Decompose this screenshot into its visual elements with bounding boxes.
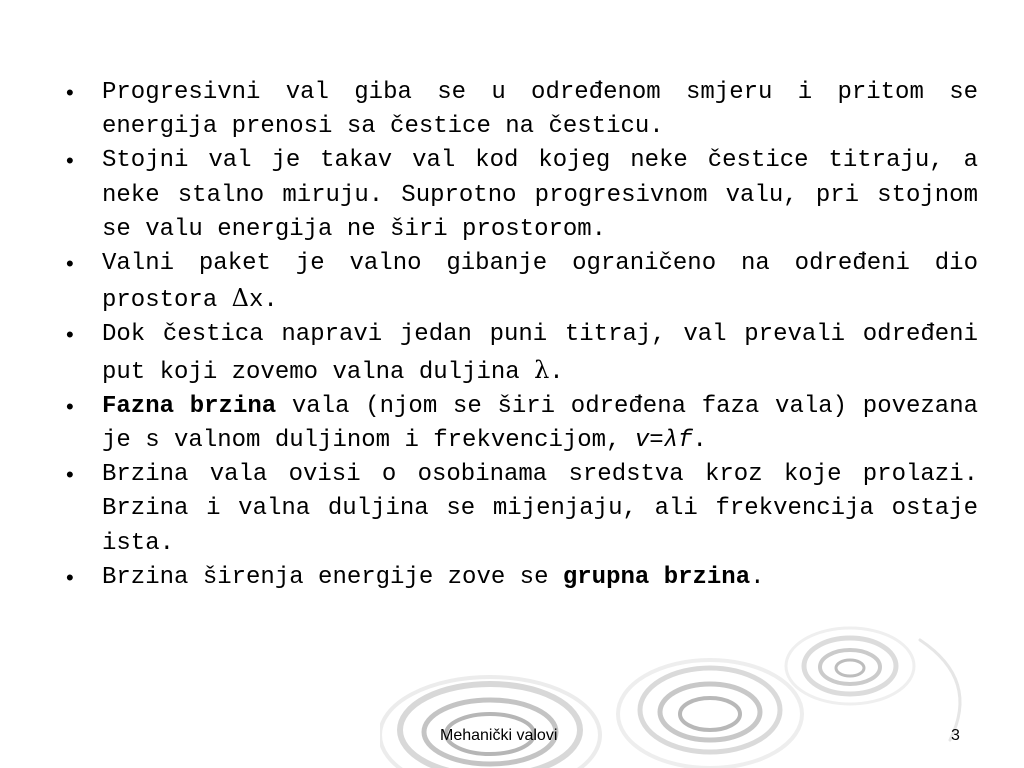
bullet-text: Progresivni val giba se u određenom smjeru i pritom se energija prenosi sa čestice na česticu.	[102, 79, 978, 141]
bullet-icon: •	[66, 148, 74, 174]
delta-symbol: Δ	[231, 284, 249, 313]
formula: v=λf	[634, 427, 693, 455]
bullet-text-end: .	[549, 358, 564, 386]
lambda-symbol: λ	[534, 355, 550, 384]
bullet-icon: •	[66, 564, 74, 590]
bullet-item	[66, 144, 978, 247]
footer-title: Mehanički valovi	[440, 727, 558, 744]
bullet-item	[66, 76, 978, 144]
bullet-text: Valni paket je valno gibanje ograničeno na određeni dio prostora	[102, 250, 978, 315]
bullet-icon: •	[66, 393, 74, 419]
bullet-item	[66, 561, 978, 595]
bullet-icon: •	[66, 322, 74, 348]
bullet-icon: •	[66, 462, 74, 488]
bullet-icon: •	[66, 251, 74, 277]
bullet-text: Dok čestica napravi jedan puni titraj, val prevali određeni put koji zovemo valna duljina	[102, 321, 978, 386]
bullet-icon: •	[66, 80, 74, 105]
bullet-text-end: .	[692, 427, 707, 455]
bullet-item	[66, 318, 978, 389]
bullet-item	[66, 390, 978, 458]
bold-term: Fazna brzina	[102, 392, 277, 420]
bullet-item	[66, 458, 978, 561]
ripple-decoration	[380, 620, 1024, 768]
bullet-item	[66, 247, 978, 318]
bullet-text: Brzina vala ovisi o osobinama sredstva kroz koje prolazi. Brzina i valna duljina se mijenjaju, ali frekvencija ostaje ista.	[102, 461, 978, 557]
page-number: 3	[951, 727, 960, 744]
bullet-text: vala (njom se širi određena faza vala) povezana je s valnom duljinom i frekvencijom,	[102, 392, 979, 455]
bullet-text-end: .	[750, 563, 765, 591]
bullet-text-end: x.	[248, 287, 278, 315]
bullet-list	[66, 76, 978, 595]
bullet-text: Brzina širenja energije zove se	[102, 563, 563, 591]
bullet-text: Stojni val je takav val kod kojeg neke čestice titraju, a neke stalno miruju. Suprotno progresivnom valu, pri stojnom se valu energija ne širi prostorom.	[102, 147, 978, 243]
bold-term: grupna brzina	[562, 563, 751, 591]
